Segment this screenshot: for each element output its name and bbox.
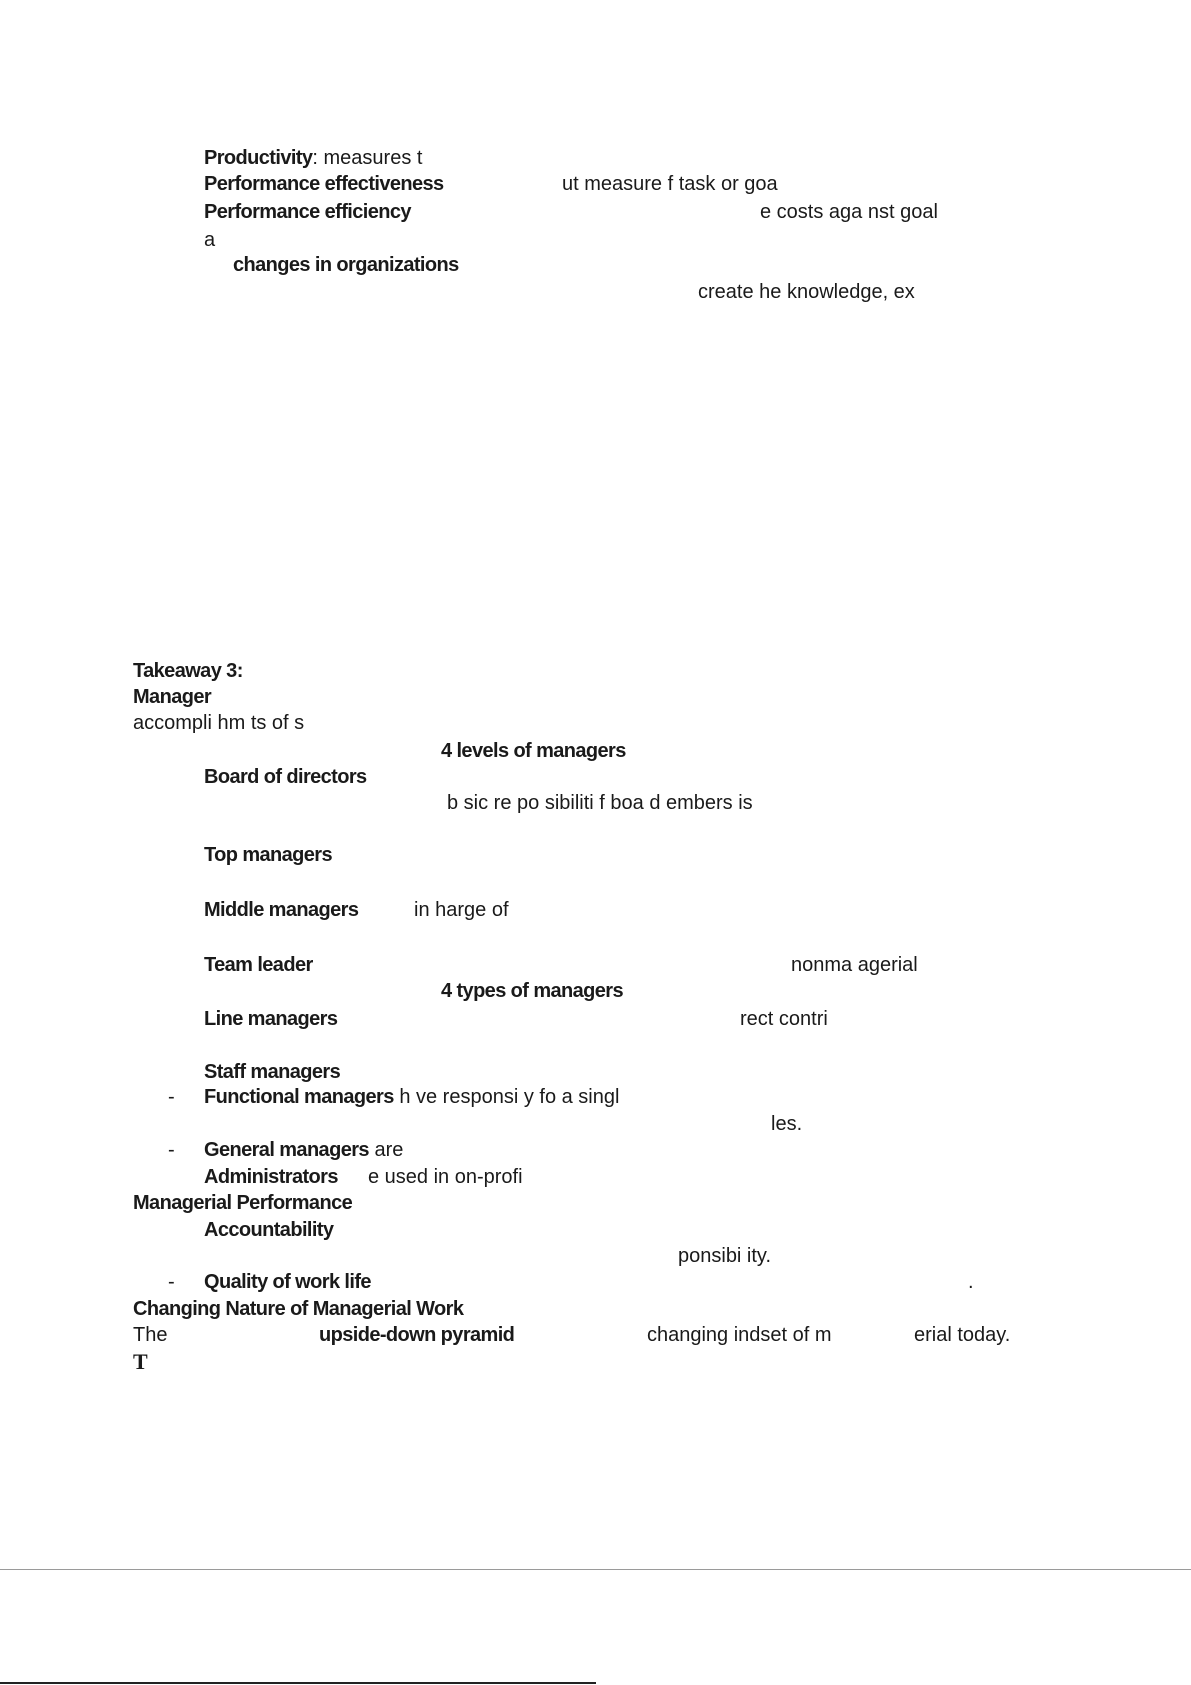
- term-top-managers: Top managers: [204, 844, 333, 866]
- term-changes-in-organizations: changes in organizations: [233, 254, 459, 276]
- term-productivity: Productivity: [204, 147, 313, 169]
- functional-bullet-dash: -: [168, 1086, 175, 1108]
- term-line-managers: Line managers: [204, 1008, 338, 1030]
- manager-heading: Manager: [133, 686, 212, 708]
- general-managers-rest: are: [368, 1139, 404, 1161]
- functional-managers-rest: h ve responsi y fo a singl: [393, 1086, 620, 1108]
- middle-managers-rest: in harge of: [414, 899, 509, 921]
- performance-effectiveness-rest: ut measure f task or goa: [562, 173, 778, 195]
- term-team-leader: Team leader: [204, 954, 313, 976]
- productivity-rest: : measures t: [312, 147, 423, 169]
- changing-rest-2: erial today.: [914, 1324, 1011, 1346]
- performance-efficiency-rest: e costs aga nst goal: [760, 201, 938, 223]
- team-leader-rest: nonma agerial: [791, 954, 918, 976]
- term-performance-effectiveness: Performance effectiveness: [204, 173, 444, 195]
- term-functional-managers: Functional managers: [204, 1086, 394, 1108]
- term-performance-efficiency: Performance efficiency: [204, 201, 411, 223]
- takeaway-heading: Takeaway 3:: [133, 660, 243, 682]
- term-administrators: Administrators: [204, 1166, 338, 1188]
- term-general-managers: General managers: [204, 1139, 369, 1161]
- functional-managers-line: [204, 1085, 619, 1109]
- create-knowledge-fragment: create he knowledge, ex: [698, 281, 915, 303]
- accountability-continuation: ponsibi ity.: [678, 1245, 772, 1267]
- types-heading: 4 types of managers: [441, 980, 624, 1002]
- term-accountability: Accountability: [204, 1219, 334, 1241]
- productivity-line: [204, 146, 422, 170]
- term-board-of-directors: Board of directors: [204, 766, 367, 788]
- board-of-directors-rest: b sic re po sibiliti f boa d embers is: [447, 792, 753, 814]
- manager-definition-fragment: accompli hm ts of s: [133, 712, 305, 734]
- term-middle-managers: Middle managers: [204, 899, 359, 921]
- managerial-performance-heading: Managerial Performance: [133, 1192, 353, 1214]
- footer-rule: [0, 1682, 596, 1684]
- term-upside-down-pyramid: upside-down pyramid: [319, 1324, 515, 1346]
- term-staff-managers: Staff managers: [204, 1061, 341, 1083]
- qwl-period: .: [968, 1271, 974, 1293]
- qwl-bullet-dash: -: [168, 1271, 175, 1293]
- fragment-a: a: [204, 229, 216, 251]
- changing-nature-heading: Changing Nature of Managerial Work: [133, 1298, 464, 1320]
- page-divider: [0, 1569, 1191, 1570]
- general-managers-line: [204, 1138, 403, 1162]
- serif-t-fragment: T: [133, 1349, 148, 1374]
- general-bullet-dash: -: [168, 1139, 175, 1161]
- administrators-rest: e used in on-profi: [368, 1166, 523, 1188]
- changing-rest-1: changing indset of m: [647, 1324, 832, 1346]
- term-quality-of-work-life: Quality of work life: [204, 1271, 371, 1293]
- levels-heading: 4 levels of managers: [441, 740, 626, 762]
- functional-managers-continuation: les.: [771, 1113, 803, 1135]
- line-managers-rest: rect contri: [740, 1008, 828, 1030]
- changing-the: The: [133, 1324, 168, 1346]
